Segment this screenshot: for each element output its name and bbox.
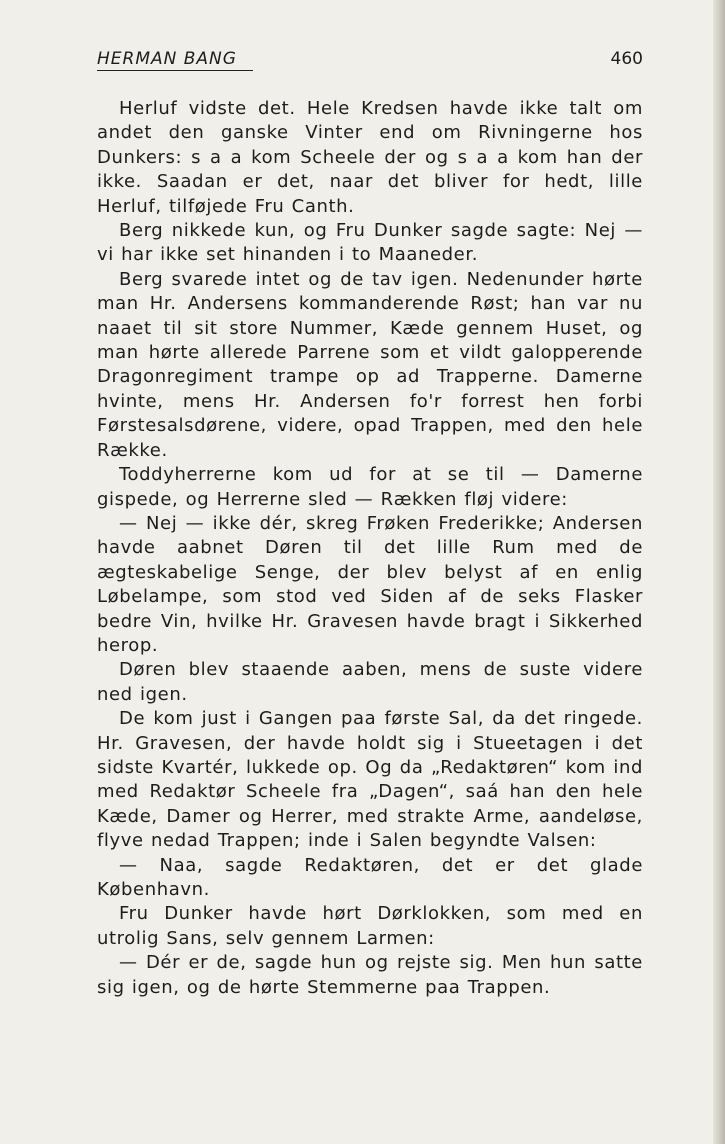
paragraph: Herluf vidste det. Hele Kredsen havde ikke talt om andet den ganske Vinter end om Rivningerne hos Dunkers: s a a kom Scheele der og s a a kom han der ikke. Saadan er det, naar det bliver for hedt, lille Herluf, tilføjede Fru Canth.	[97, 98, 643, 217]
paragraph: Berg svarede intet og de tav igen. Nedenunder hørte man Hr. Andersens kommanderende Røst; han var nu naaet til sit store Nummer, Kæde gennem Huset, og man hørte allerede Parrene som et vildt galopperende Dragonregiment trampe op ad Trapperne. Damerne hvinte, mens Hr. Andersen fo'r forrest hen forbi Førstesalsdørene, videre, opad Trappen, med den hele Række.	[97, 268, 643, 461]
paragraph: — Naa, sagde Redaktøren, det er det glade København.	[97, 854, 643, 900]
paragraph: Toddyherrerne kom ud for at se til — Damerne gispede, og Herrerne sled — Rækken fløj videre:	[97, 464, 643, 510]
paragraph: Døren blev staaende aaben, mens de suste videre ned igen.	[97, 659, 643, 705]
paragraph: De kom just i Gangen paa første Sal, da det ringede. Hr. Gravesen, der havde holdt sig i Stueetagen i det sidste Kvartér, lukkede op. Og da „Redaktøren“ kom ind med Redaktør Scheele fra „Dagen“, saá han den hele Kæde, Damer og Herrer, med strakte Arme, aandeløse, flyve nedad Trappen; inde i Salen begyndte Valsen:	[97, 708, 643, 852]
paragraph: — Dér er de, sagde hun og rejste sig. Men hun satte sig igen, og de hørte Stemmerne paa Trappen.	[97, 952, 643, 998]
page-edge	[713, 0, 725, 1144]
body-text	[97, 97, 643, 1000]
paragraph: Berg nikkede kun, og Fru Dunker sagde sagte: Nej — vi har ikke set hinanden i to Maaneder.	[97, 220, 643, 266]
running-header	[97, 48, 643, 74]
paragraph: — Nej — ikke dér, skreg Frøken Frederikke; Andersen havde aabnet Døren til det lille Rum med de ægteskabelige Senge, der blev belyst af en enlig Løbelampe, som stod ved Siden af de seks Flasker bedre Vin, hvilke Hr. Gravesen havde bragt i Sikkerhed herop.	[97, 512, 643, 656]
author-name: HERMAN BANG	[97, 48, 253, 71]
paragraph: Fru Dunker havde hørt Dørklokken, som med en utrolig Sans, selv gennem Larmen:	[97, 903, 643, 949]
page-number: 460	[610, 49, 643, 69]
